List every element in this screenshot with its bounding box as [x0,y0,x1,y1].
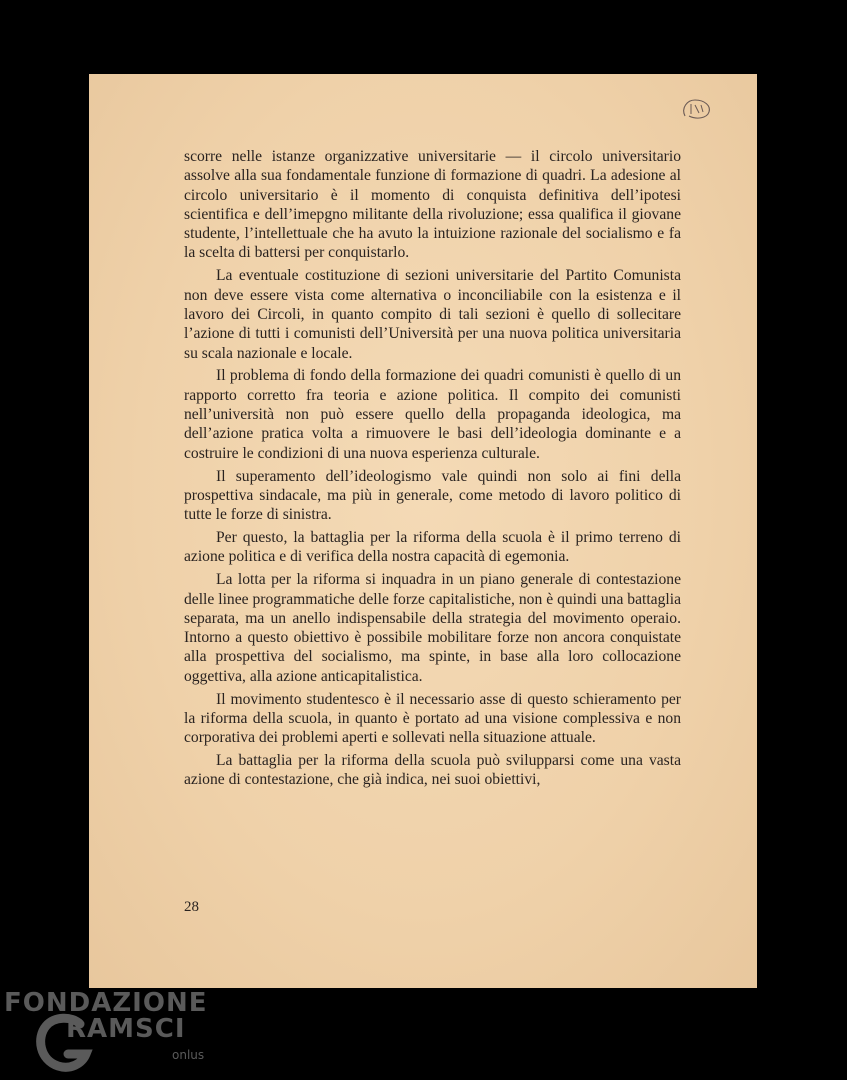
body-text [184,147,681,793]
logo-onlus: onlus [172,1048,205,1062]
archive-stamp-icon [679,96,713,122]
logo-text-line2: RAMSCI [66,1014,186,1044]
logo-text-line1: FONDAZIONE [4,988,208,1018]
paragraph: Il problema di fondo della formazione dei quadri comunisti è quello di un rapporto corretto fra teoria e azione politica. Il compito dei comunisti nell’università non può essere quello della propaganda ideologica, ma dell’azione pratica volta a rimuovere le basi dell’ideologia dominante e a costruire le condizioni di una nuova esperienza culturale. [184,367,681,462]
page-number: 28 [184,899,199,915]
paragraph: La battaglia per la riforma della scuola può svilupparsi come una vasta azione di contestazione, che già indica, nei suoi obiettivi, [184,752,681,789]
paragraph: scorre nelle istanze organizzative universitarie — il circolo universitario assolve alla sua fondamentale funzione di formazione di quadri. La adesione al circolo universitario è il momento di conquista definitiva dell’ipotesi scientifica e dell’imepgno militante della rivoluzione; essa qualifica il giovane studente, l’intellettuale che ha avuto la intuizione razionale del socialismo e fa la scelta di battersi per conquistarlo. [184,148,681,262]
paragraph: Il movimento studentesco è il necessario asse di questo schieramento per la riforma della scuola, in quanto è portato ad una visione complessiva e non corporativa dei problemi aperti e sollevati nella situazione attuale. [184,690,681,747]
paragraph: Il superamento dell’ideologismo vale quindi non solo ai fini della prospettiva sindacale, ma più in generale, come metodo di lavoro politico di tutte le forze di sinistra. [184,467,681,524]
paragraph: La lotta per la riforma si inquadra in un piano generale di contestazione delle linee programmatiche delle forze capitalistiche, non è quindi una battaglia separata, ma un anello indispensabile della strategia del movimento operaio. Intorno a questo obiettivo è possibile mobilitare forze non ancora conquistate alla prospettiva del socialismo, ma spinte, in base alla loro collocazione oggettiva, alla azione anticapitalistica. [184,571,681,685]
paragraph: Per questo, la battaglia per la riforma della scuola è il primo terreno di azione politica e di verifica della nostra capacità di egemonia. [184,529,681,566]
paragraph: La eventuale costituzione di sezioni universitarie del Partito Comunista non deve essere vista come alternativa o inconciliabile con la esistenza e il lavoro dei Circoli, in quanto compito di tali sezioni è quello di sollecitare l’azione di tutti i comunisti dell’Università per una nuova politica universitaria su scala nazionale e locale. [184,267,681,362]
document-page [89,74,757,988]
fondazione-gramsci-logo [4,988,214,1076]
